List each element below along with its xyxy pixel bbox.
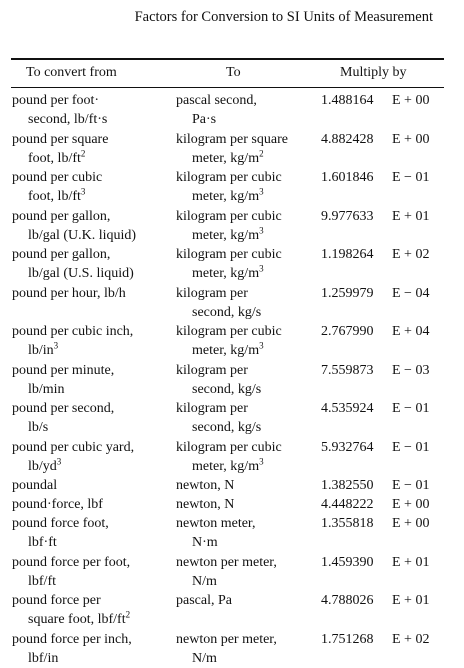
convert-to-cell-line: N·m bbox=[176, 533, 316, 552]
convert-from-cell bbox=[12, 130, 177, 168]
table-row bbox=[0, 476, 464, 495]
convert-from-cell-line: lb/gal (U.S. liquid) bbox=[12, 264, 177, 283]
table-row bbox=[0, 399, 464, 438]
multiplier-mantissa: 1.198264 bbox=[321, 245, 383, 264]
multiplier-exponent: E + 01 bbox=[392, 591, 429, 610]
convert-to-cell-line: second, kg/s bbox=[176, 380, 316, 399]
multiplier-exponent: E + 00 bbox=[392, 130, 429, 149]
convert-from-cell-line: second, lb/ft·s bbox=[12, 110, 177, 129]
convert-from-cell bbox=[12, 438, 177, 476]
multiplier-mantissa: 1.751268 bbox=[321, 630, 383, 649]
convert-from-cell-line: pound force per foot, bbox=[12, 553, 177, 572]
multiplier-exponent: E + 02 bbox=[392, 630, 429, 649]
convert-to-cell-line: kilogram per cubic bbox=[176, 245, 316, 264]
convert-to-cell bbox=[176, 245, 316, 283]
multiplier-mantissa: 1.259979 bbox=[321, 284, 383, 303]
convert-to-cell-line: kilogram per square bbox=[176, 130, 316, 149]
multiplier-mantissa: 4.788026 bbox=[321, 591, 383, 610]
convert-to-cell bbox=[176, 495, 316, 514]
table-row bbox=[0, 630, 464, 668]
convert-from-cell-line: pound·force, lbf bbox=[12, 495, 177, 514]
convert-to-cell bbox=[176, 630, 316, 668]
table-row bbox=[0, 284, 464, 323]
multiplier-mantissa: 1.382550 bbox=[321, 476, 383, 495]
convert-to-cell bbox=[176, 322, 316, 360]
multiplier-mantissa: 5.932764 bbox=[321, 438, 383, 457]
convert-to-cell-line: kilogram per bbox=[176, 361, 316, 380]
table-row bbox=[0, 591, 464, 630]
convert-from-cell-line: pound per gallon, bbox=[12, 245, 177, 264]
convert-from-cell bbox=[12, 514, 177, 552]
multiplier-exponent: E − 01 bbox=[392, 438, 429, 457]
multiplier-mantissa: 1.601846 bbox=[321, 168, 383, 187]
table-row bbox=[0, 91, 464, 130]
convert-to-cell-line: meter, $kg/m^3$ bbox=[176, 341, 316, 360]
convert-to-cell-line: second, kg/s bbox=[176, 418, 316, 437]
convert-from-cell-line: pound per square bbox=[12, 130, 177, 149]
table-row bbox=[0, 245, 464, 284]
table-row bbox=[0, 553, 464, 592]
convert-from-cell-line: foot, $lb/ft^3$ bbox=[12, 187, 177, 206]
convert-to-cell bbox=[176, 91, 316, 129]
convert-from-cell-line: pound per second, bbox=[12, 399, 177, 418]
multiplier-mantissa: 4.535924 bbox=[321, 399, 383, 418]
column-header-multiply: Multiply by bbox=[340, 65, 407, 81]
multiplier-exponent: E + 01 bbox=[392, 553, 429, 572]
multiplier-exponent: E + 00 bbox=[392, 495, 429, 514]
convert-to-cell bbox=[176, 591, 316, 610]
convert-to-cell-line: meter, $kg/m^3$ bbox=[176, 457, 316, 476]
multiplier-exponent: E − 01 bbox=[392, 476, 429, 495]
multiplier-exponent: E + 02 bbox=[392, 245, 429, 264]
multiplier-mantissa: 1.488164 bbox=[321, 91, 383, 110]
convert-to-cell-line: pascal second, bbox=[176, 91, 316, 110]
multiplier-mantissa: 1.459390 bbox=[321, 553, 383, 572]
multiplier-exponent: E − 01 bbox=[392, 168, 429, 187]
table-row bbox=[0, 438, 464, 477]
convert-from-cell bbox=[12, 322, 177, 360]
convert-to-cell bbox=[176, 284, 316, 322]
table-row bbox=[0, 322, 464, 361]
convert-from-cell bbox=[12, 91, 177, 129]
convert-to-cell bbox=[176, 514, 316, 552]
convert-from-cell-line: lbf/in bbox=[12, 649, 177, 668]
multiplier-exponent: E − 01 bbox=[392, 399, 429, 418]
convert-to-cell-line: newton, N bbox=[176, 495, 316, 514]
convert-from-cell-line: $lb/yd^3$ bbox=[12, 457, 177, 476]
convert-from-cell bbox=[12, 476, 177, 495]
convert-to-cell-line: meter, $kg/m^3$ bbox=[176, 264, 316, 283]
column-header-to: To bbox=[226, 65, 241, 81]
table-row bbox=[0, 207, 464, 246]
convert-to-cell-line: kilogram per cubic bbox=[176, 207, 316, 226]
convert-to-cell-line: kilogram per cubic bbox=[176, 168, 316, 187]
convert-to-cell bbox=[176, 476, 316, 495]
convert-to-cell-line: meter, $kg/m^3$ bbox=[176, 187, 316, 206]
convert-from-cell-line: foot, $lb/ft^2$ bbox=[12, 149, 177, 168]
convert-from-cell-line: pound per cubic yard, bbox=[12, 438, 177, 457]
convert-from-cell-line: pound force per bbox=[12, 591, 177, 610]
multiplier-mantissa: 9.977633 bbox=[321, 207, 383, 226]
convert-from-cell-line: pound per hour, lb/h bbox=[12, 284, 177, 303]
multiplier-mantissa: 4.448222 bbox=[321, 495, 383, 514]
convert-from-cell bbox=[12, 361, 177, 399]
multiplier-exponent: E − 04 bbox=[392, 284, 429, 303]
convert-from-cell-line: lbf·ft bbox=[12, 533, 177, 552]
multiplier-mantissa: 4.882428 bbox=[321, 130, 383, 149]
convert-to-cell bbox=[176, 399, 316, 437]
multiplier-mantissa: 7.559873 bbox=[321, 361, 383, 380]
multiplier-exponent: E + 00 bbox=[392, 91, 429, 110]
convert-to-cell-line: meter, $kg/m^3$ bbox=[176, 226, 316, 245]
table-row bbox=[0, 361, 464, 400]
convert-from-cell-line: lb/gal (U.K. liquid) bbox=[12, 226, 177, 245]
convert-from-cell-line: pound per minute, bbox=[12, 361, 177, 380]
convert-from-cell-line: pound force per inch, bbox=[12, 630, 177, 649]
convert-to-cell bbox=[176, 438, 316, 476]
convert-to-cell-line: second, kg/s bbox=[176, 303, 316, 322]
table-top-rule bbox=[11, 58, 444, 60]
convert-to-cell-line: newton, N bbox=[176, 476, 316, 495]
convert-from-cell-line: pound per foot· bbox=[12, 91, 177, 110]
convert-to-cell-line: N/m bbox=[176, 572, 316, 591]
convert-to-cell-line: kilogram per bbox=[176, 284, 316, 303]
convert-from-cell-line: square foot, lbf/$ft^2$ bbox=[12, 610, 177, 629]
convert-from-cell bbox=[12, 553, 177, 591]
convert-from-cell bbox=[12, 630, 177, 668]
convert-to-cell bbox=[176, 168, 316, 206]
table-row bbox=[0, 168, 464, 207]
convert-from-cell bbox=[12, 495, 177, 514]
convert-to-cell-line: kilogram per cubic bbox=[176, 322, 316, 341]
multiplier-exponent: E + 01 bbox=[392, 207, 429, 226]
multiplier-mantissa: 2.767990 bbox=[321, 322, 383, 341]
convert-to-cell-line: Pa·s bbox=[176, 110, 316, 129]
table-row bbox=[0, 495, 464, 514]
convert-to-cell-line: newton per meter, bbox=[176, 553, 316, 572]
convert-to-cell bbox=[176, 130, 316, 168]
convert-from-cell bbox=[12, 591, 177, 629]
convert-from-cell-line: poundal bbox=[12, 476, 177, 495]
convert-to-cell-line: newton meter, bbox=[176, 514, 316, 533]
convert-from-cell-line: $lb/in^3$ bbox=[12, 341, 177, 360]
convert-from-cell-line: pound force foot, bbox=[12, 514, 177, 533]
table-row bbox=[0, 130, 464, 169]
multiplier-exponent: E + 04 bbox=[392, 322, 429, 341]
convert-from-cell bbox=[12, 207, 177, 245]
convert-to-cell-line: pascal, Pa bbox=[176, 591, 316, 610]
convert-to-cell bbox=[176, 361, 316, 399]
convert-to-cell-line: meter, $kg/m^2$ bbox=[176, 149, 316, 168]
conversion-table-body bbox=[0, 91, 464, 668]
convert-to-cell-line: kilogram per cubic bbox=[176, 438, 316, 457]
table-header-rule bbox=[11, 87, 444, 88]
multiplier-exponent: E − 03 bbox=[392, 361, 429, 380]
convert-from-cell bbox=[12, 245, 177, 283]
convert-to-cell-line: N/m bbox=[176, 649, 316, 668]
convert-to-cell-line: kilogram per bbox=[176, 399, 316, 418]
convert-from-cell bbox=[12, 399, 177, 437]
convert-from-cell-line: pound per cubic inch, bbox=[12, 322, 177, 341]
convert-from-cell-line: lb/min bbox=[12, 380, 177, 399]
convert-from-cell bbox=[12, 168, 177, 206]
convert-to-cell bbox=[176, 553, 316, 591]
multiplier-mantissa: 1.355818 bbox=[321, 514, 383, 533]
convert-to-cell bbox=[176, 207, 316, 245]
multiplier-exponent: E + 00 bbox=[392, 514, 429, 533]
page-header: Factors for Conversion to SI Units of Measurement bbox=[135, 9, 433, 26]
convert-from-cell-line: pound per gallon, bbox=[12, 207, 177, 226]
convert-from-cell-line: lbf/ft bbox=[12, 572, 177, 591]
convert-from-cell bbox=[12, 284, 177, 303]
convert-from-cell-line: lb/s bbox=[12, 418, 177, 437]
convert-from-cell-line: pound per cubic bbox=[12, 168, 177, 187]
convert-to-cell-line: newton per meter, bbox=[176, 630, 316, 649]
column-header-from: To convert from bbox=[26, 65, 117, 81]
table-row bbox=[0, 514, 464, 553]
